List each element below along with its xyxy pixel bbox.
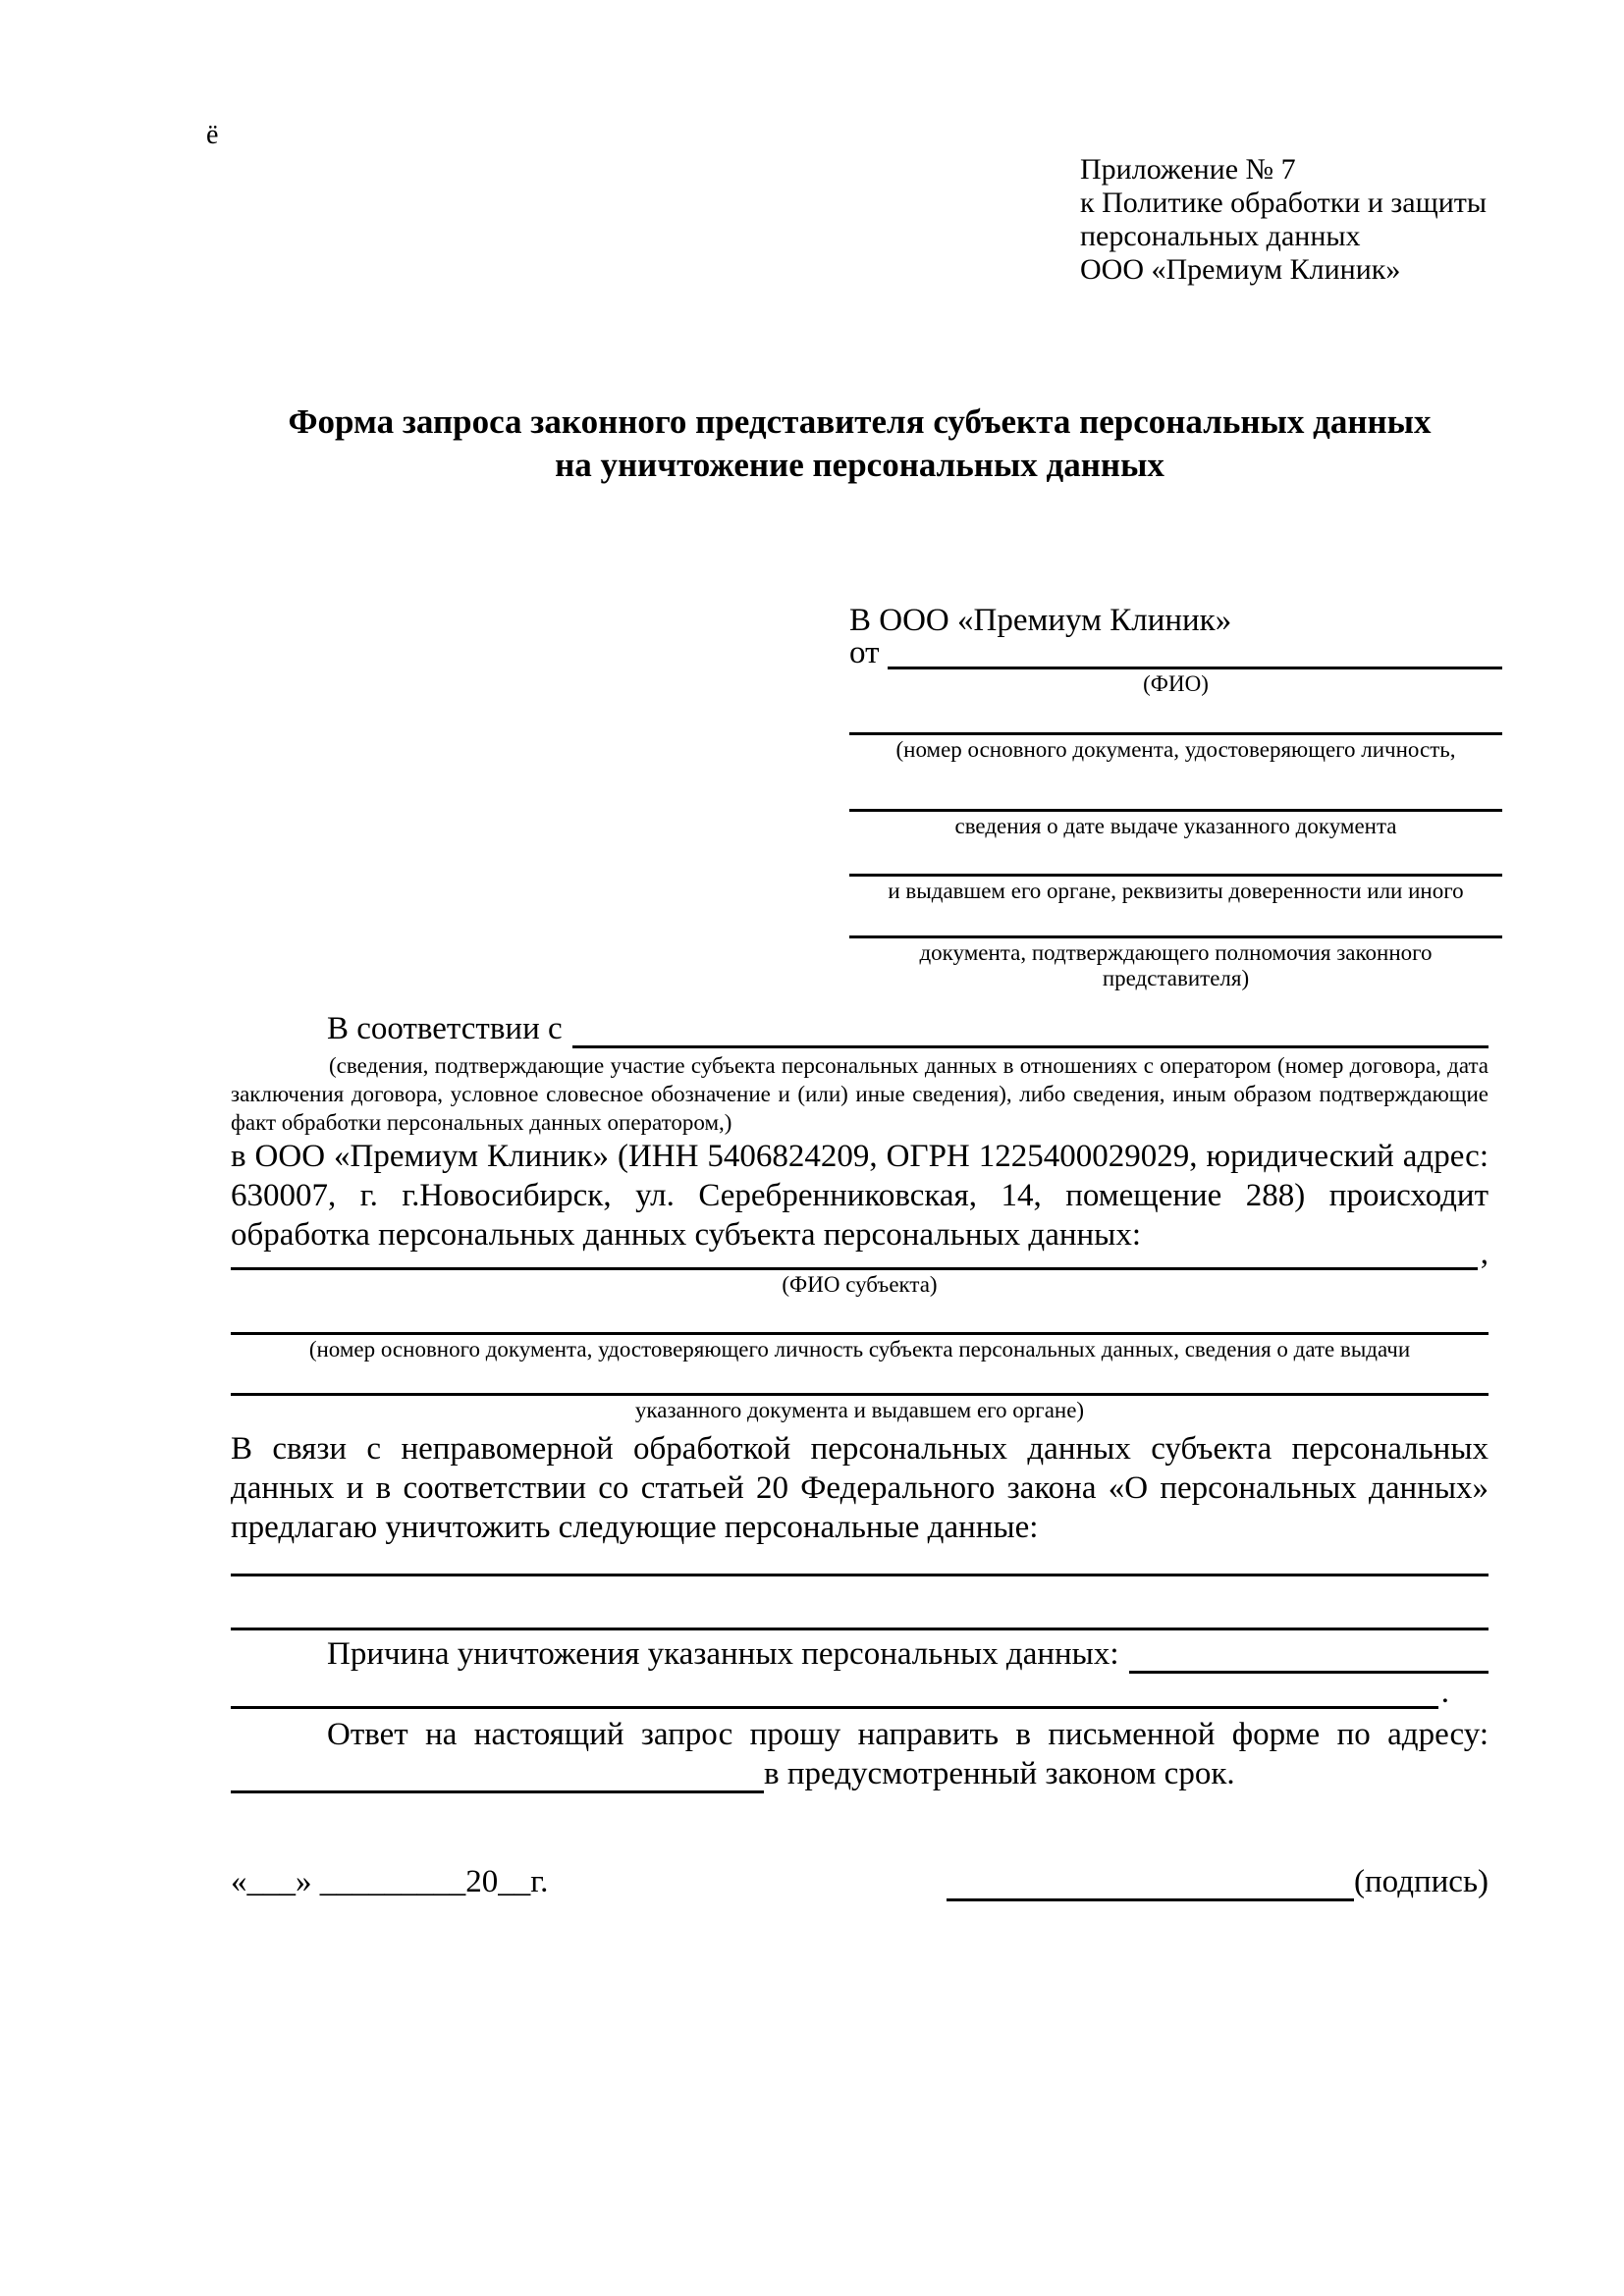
title-line-2: на уничтожение персональных данных (555, 446, 1164, 484)
signature-field-line (947, 1898, 1354, 1901)
document-number-field-line (849, 697, 1502, 735)
date-field: «___» _________20__г. (231, 1864, 549, 1899)
unlawful-processing-paragraph: В связи с неправомерной обработкой персональных данных субъекта персональных данных и в соответствии со статьей 20 Федерального закона «О персональных данных» предлагаю уничтожить следующие персональные данные: (231, 1431, 1489, 1545)
accordance-field (231, 1009, 1489, 1048)
stray-character: ё (206, 120, 219, 150)
annex-header (1080, 153, 1487, 287)
addressee-organization: В ООО «Премиум Клиник» (849, 603, 1232, 638)
annex-line: к Политике обработки и защиты (1080, 187, 1488, 219)
reason-field-line-2 (231, 1706, 1438, 1709)
from-field-line (888, 667, 1503, 669)
subject-document-caption-1: (номер основного документа, удостоверяющего личность субъекта персональных данных, сведения о дате выдачи (308, 1337, 1411, 1362)
document-body (231, 1009, 1489, 1901)
accordance-field-line (572, 1045, 1489, 1048)
authority-document-field-line (849, 904, 1502, 938)
reason-field-line (1129, 1671, 1489, 1674)
answer-paragraph: Ответ на настоящий запрос прошу направить в письменной форме по адресу: (327, 1717, 1489, 1752)
document-title (231, 400, 1489, 487)
signature-caption: (подпись) (1354, 1864, 1489, 1899)
reason-field-continuation (231, 1674, 1449, 1709)
accordance-lead: В соответствии с (327, 1011, 563, 1046)
signature-row (231, 1858, 1489, 1901)
issue-date-caption: сведения о дате выдаче указанного документа (954, 814, 1397, 838)
from-field (849, 635, 1502, 670)
annex-line: Приложение № 7 (1080, 153, 1296, 186)
issue-date-field-line (849, 763, 1502, 812)
issuing-authority-caption: и выдавшем его органе, реквизиты доверенности или иного (888, 879, 1464, 903)
authority-document-caption: документа, подтверждающего полномочия законного представителя) (919, 940, 1433, 990)
data-to-destroy-field-line-1 (231, 1547, 1489, 1576)
subject-document-field-line-2 (231, 1362, 1489, 1396)
answer-address-field (231, 1754, 1489, 1793)
document-number-caption: (номер основного документа, удостоверяющего личность, (895, 737, 1456, 762)
subject-fio-field (231, 1236, 1489, 1271)
annex-line: ООО «Премиум Клиник» (1080, 253, 1401, 286)
accordance-smallprint: (сведения, подтверждающие участие субъекта персональных данных в отношениях с оператором (номер договора, дата заключения договора, условное словесное обозначение и (или) иные сведения), либо сведения, иным образом подтверждающие факт обработки персональных данных оператором,) (231, 1053, 1489, 1135)
signature-field (947, 1862, 1489, 1901)
reason-field (231, 1630, 1489, 1674)
answer-address-field-line (231, 1790, 764, 1793)
from-label: от (849, 635, 880, 670)
addressee-block (849, 601, 1502, 991)
data-to-destroy-field-line-2 (231, 1576, 1489, 1630)
subject-document-field-line (231, 1298, 1489, 1335)
trailing-period: . (1440, 1675, 1449, 1710)
title-line-1: Форма запроса законного представителя субъекта персональных данных (288, 402, 1432, 441)
trailing-comma: , (1480, 1236, 1489, 1271)
subject-fio-field-line (231, 1267, 1478, 1270)
reason-lead: Причина уничтожения указанных персональных данных: (327, 1636, 1119, 1672)
subject-fio-caption: (ФИО субъекта) (782, 1272, 938, 1297)
subject-document-caption-2: указанного документа и выдавшем его органе) (634, 1398, 1085, 1422)
operator-paragraph: в ООО «Премиум Клиник» (ИНН 5406824209, ОГРН 1225400029029, юридический адрес: 630007, г. г.Новосибирск, ул. Серебренниковская, 14, помещение 288) происходит обработка персональных данных субъекта персональных данных: (231, 1139, 1489, 1253)
answer-tail-text: в предусмотренный законом срок. (764, 1756, 1235, 1791)
annex-line: персональных данных (1080, 220, 1361, 252)
issuing-authority-field-line (849, 839, 1502, 877)
fio-caption: (ФИО) (1143, 671, 1209, 696)
